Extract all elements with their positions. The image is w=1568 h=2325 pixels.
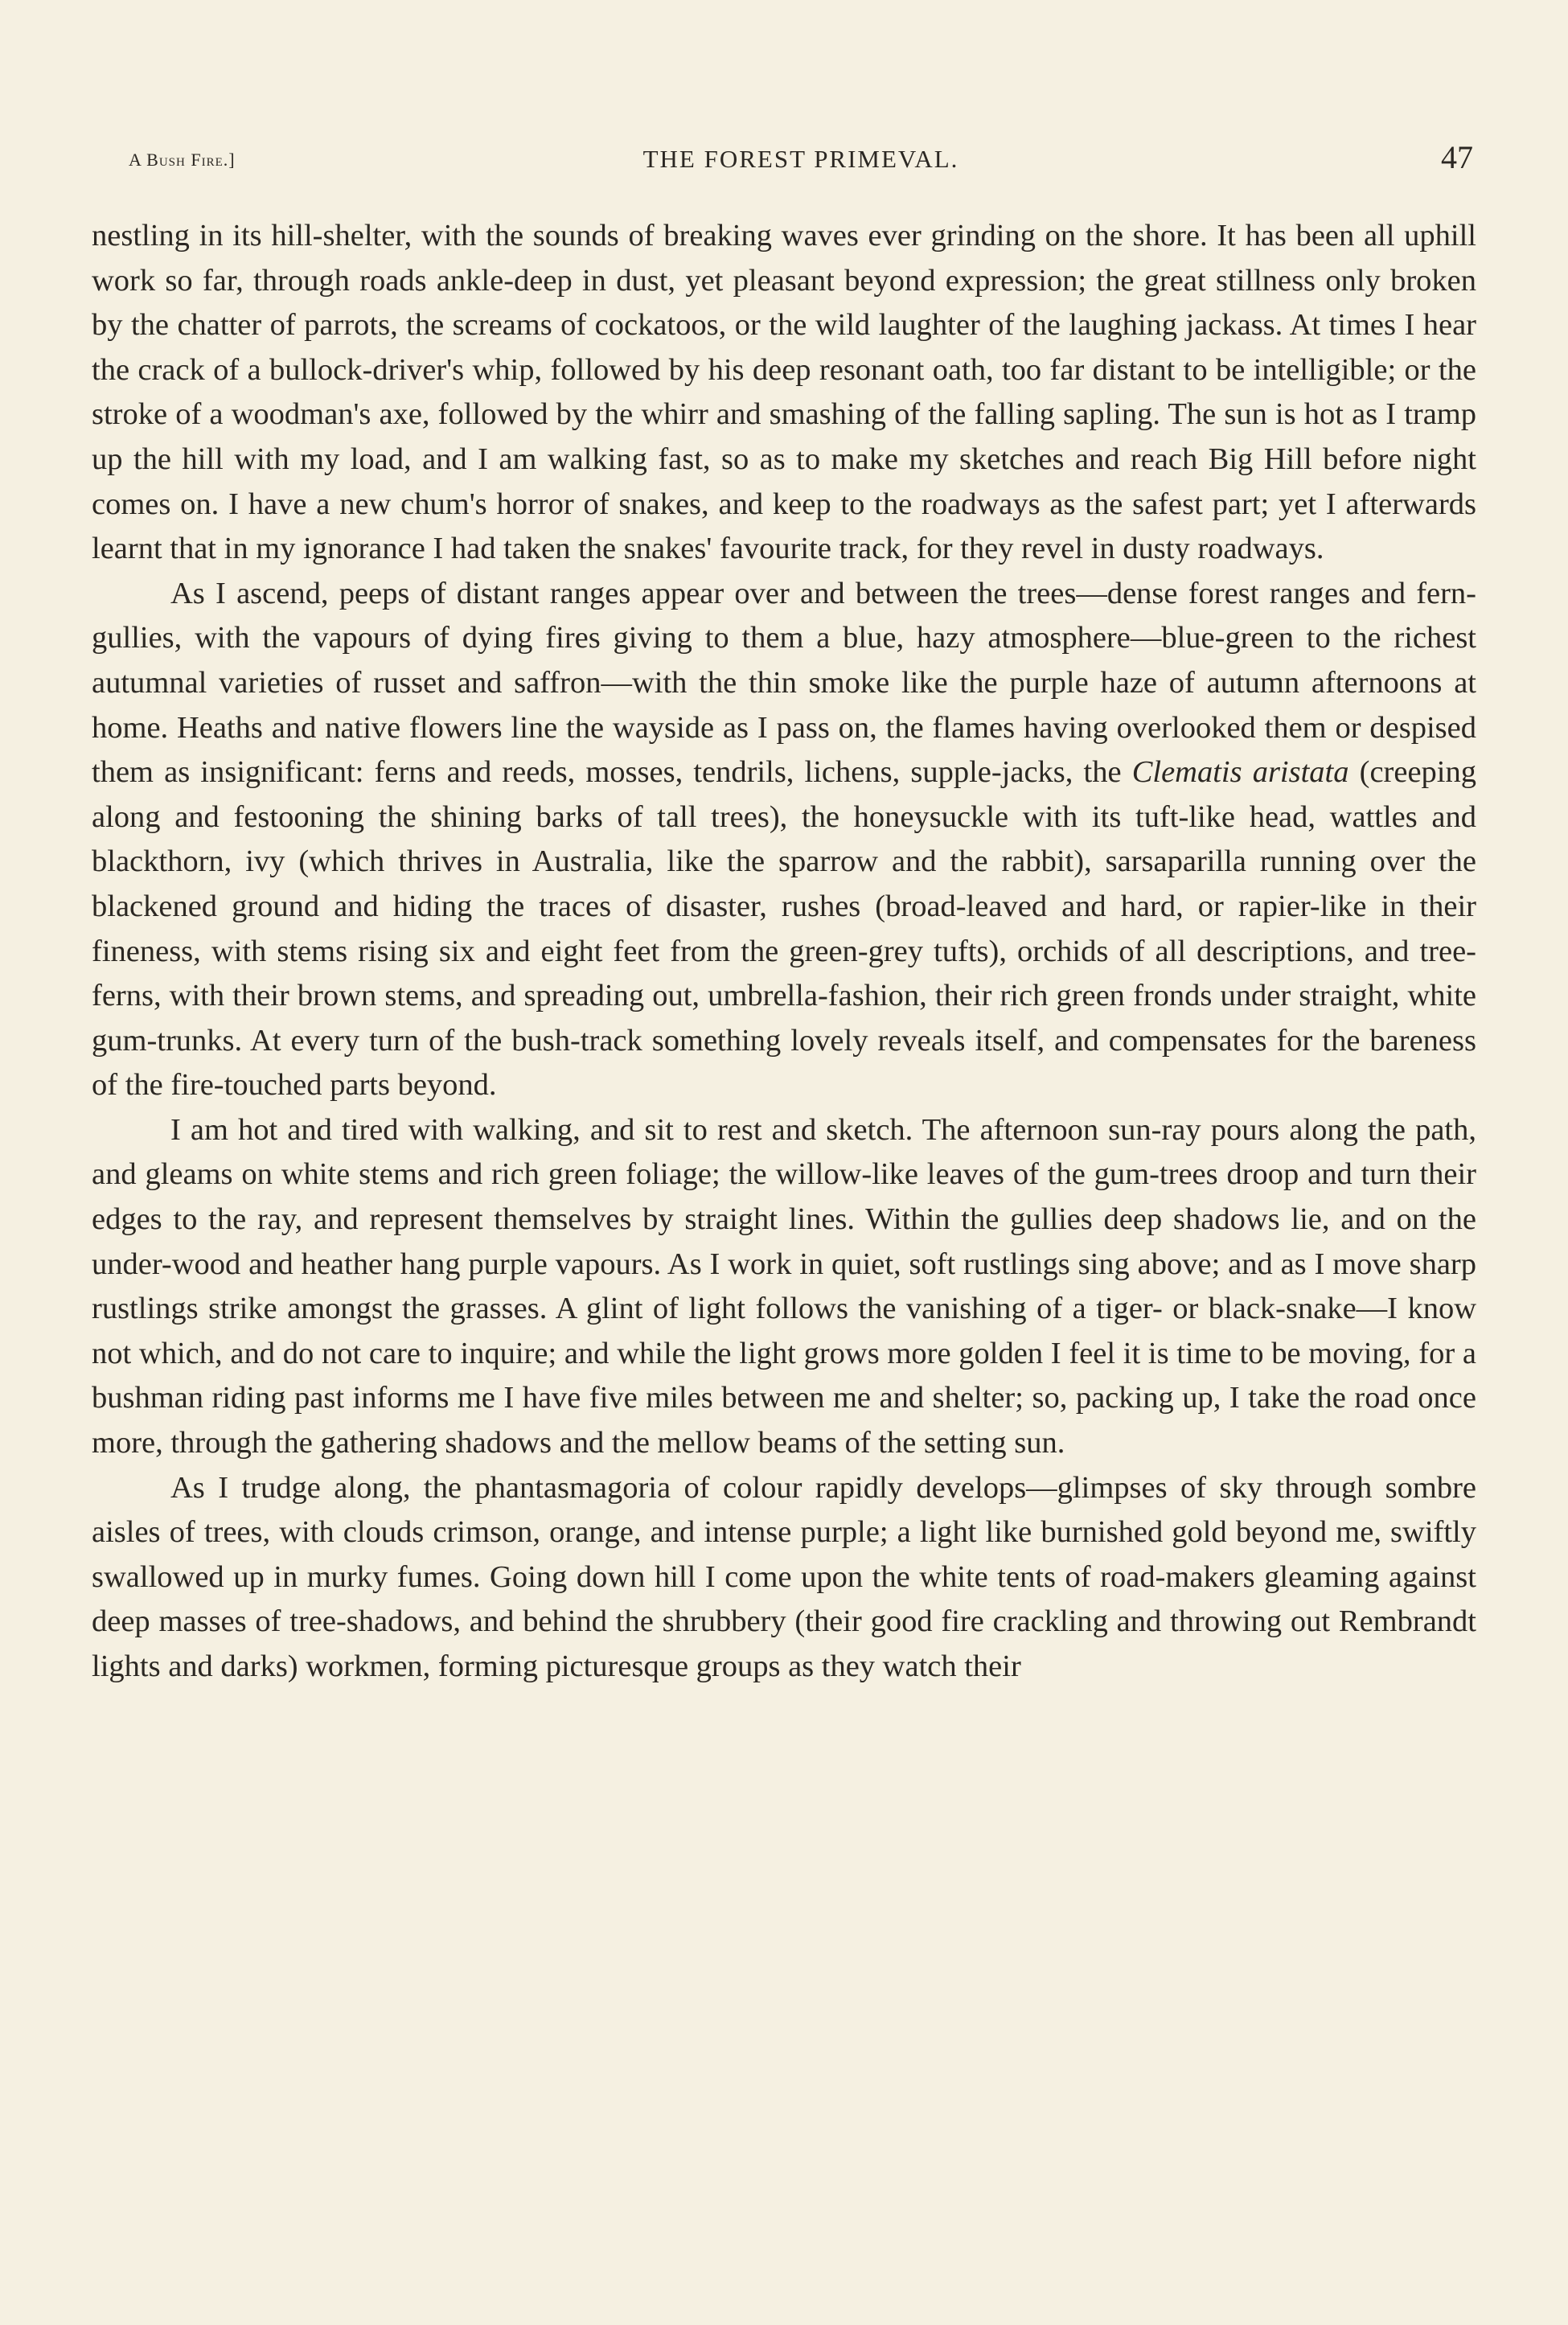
paragraph-2-text-before: As I ascend, peeps of distant ranges appear over and between the trees—dense forest ranges and fern-gullies, with the vapours of dying fires giving to them a blue, hazy atmosphere—blue-green to the richest autumnal varieties of russet and saffron—with the thin smoke like the purple haze of autumn afternoons at home. Heaths and native flowers line the wayside as I pass on, the flames having overlooked them or despised them as insignificant: ferns and reeds, mosses, tendrils, lichens, supple-jacks, the [92, 576, 1476, 790]
paragraph-3: I am hot and tired with walking, and sit to rest and sketch. The afternoon sun-ray pours along the path, and gleams on white stems and rich green foliage; the willow-like leaves of the gum-trees droop and turn their edges to the ray, and represent themselves by straight lines. Within the gullies deep shadows lie, and on the under-wood and heather hang purple vapours. As I work in quiet, soft rustlings sing above; and as I move sharp rustlings strike amongst the grasses. A glint of light follows the vanishing of a tiger- or black-snake—I know not which, and do not care to inquire; and while the light grows more golden I feel it is time to be moving, for a bushman riding past informs me I have five miles between me and shelter; so, packing up, I take the road once more, through the gathering shadows and the mellow beams of the setting sun. [92, 1112, 1476, 1460]
paragraph-2-text-after: (creeping along and festooning the shining barks of tall trees), the honeysuckle with its tuft-like head, wattles and blackthorn, ivy (which thrives in Australia, like the sparrow and the rabbit), sarsaparilla running over the blackened ground and hiding the traces of disaster, rushes (broad-leaved and hard, or rapier-like in their fineness, with stems rising six and eight feet from the green-grey tufts), orchids of all descriptions, and tree-ferns, with their brown stems, and spreading out, umbrella-fashion, their rich green fronds under straight, white gum-trunks. At every turn of the bush-track something lovely reveals itself, and compensates for the bareness of the fire-touched parts beyond. [92, 755, 1476, 1103]
page-number: 47 [1441, 139, 1473, 175]
paragraph-2 [92, 572, 1476, 1108]
paragraph-4: As I trudge along, the phantasmagoria of colour rapidly develops—glimpses of sky through sombre aisles of trees, with clouds crimson, orange, and intense purple; a light like burnished gold beyond me, swiftly swallowed up in murky fumes. Going down hill I come upon the white tents of road-makers gleaming against deep masses of tree-shadows, and behind the shrubbery (their good fire crackling and throwing out Rembrandt lights and darks) workmen, forming picturesque groups as they watch their [92, 1470, 1476, 1683]
botanical-name: Clematis aristata [1131, 755, 1349, 790]
page-title: THE FOREST PRIMEVAL. [642, 145, 959, 173]
section-label: A Bush Fire.] [129, 150, 236, 170]
body-text [92, 214, 1476, 1690]
running-head [129, 138, 1473, 187]
paragraph-1: nestling in its hill-shelter, with the sounds of breaking waves ever grinding on the shore. It has been all uphill work so far, through roads ankle-deep in dust, yet pleasant beyond expression; the great stillness only broken by the chatter of parrots, the screams of cockatoos, or the wild laughter of the laughing jackass. At times I hear the crack of a bullock-driver's whip, followed by his deep resonant oath, too far distant to be intelligible; or the stroke of a woodman's axe, followed by the whirr and smashing of the falling sapling. The sun is hot as I tramp up the hill with my load, and I am walking fast, so as to make my sketches and reach Big Hill before night comes on. I have a new chum's horror of snakes, and keep to the roadways as the safest part; yet I afterwards learnt that in my ignorance I had taken the snakes' favourite track, for they revel in dusty roadways. [92, 219, 1476, 566]
